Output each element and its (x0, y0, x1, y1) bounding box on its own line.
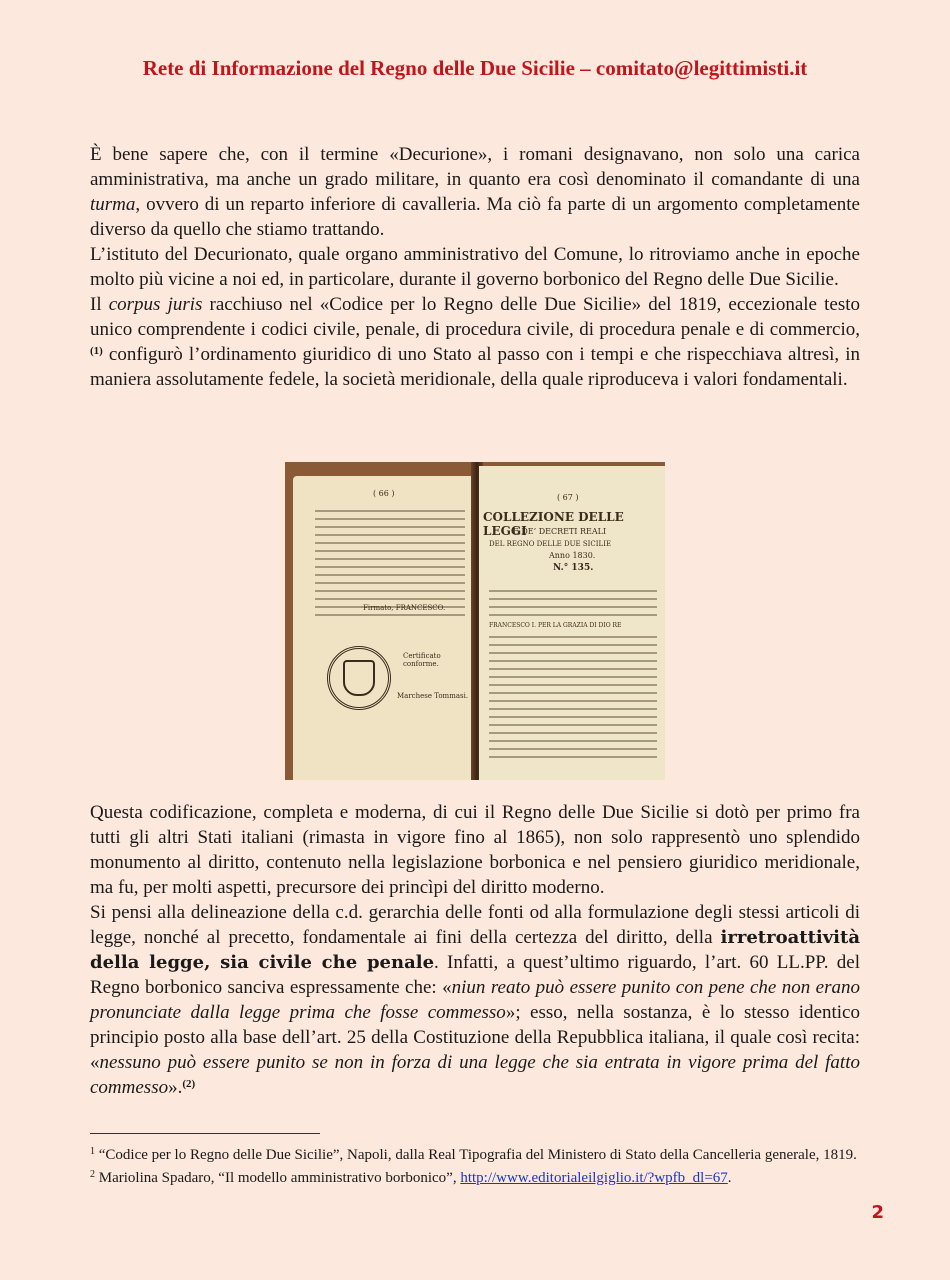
right-page-text-lines-2 (489, 630, 657, 764)
left-page-signer: Marchese Tommasi. (397, 692, 469, 700)
book-scan-image (285, 462, 665, 780)
right-number: N.° 135. (553, 563, 594, 573)
body-text-bottom (90, 800, 860, 1100)
footnote-1: $^1$ “Codice per lo Regno delle Due Sicilie”, Napoli, dalla Real Tipografia del Ministero di Stato della Cancelleria generale, 1819. (90, 1146, 857, 1163)
footnote-link[interactable]: http://www.editorialeilgiglio.it/?wpfb_dl=67 (460, 1170, 728, 1186)
footnote-ref-1: (1) (90, 345, 103, 357)
right-heading-1: COLLEZIONE DELLE LEGGI (483, 510, 624, 538)
paragraph-3: Il corpus juris racchiuso nel «Codice per lo Regno delle Due Sicilie» del 1819, eccezionale testo unico comprendente i codici civile, penale, di procedura civile, di procedura penale e di commercio,$^{(1)}$ configurò l’ordinamento giuridico di uno Stato al passo con i tempi e che rispecchiava altresì, in maniera assolutamente fedele, la società meridionale, della quale riproduceva i valori fondamentali. (90, 294, 860, 390)
page-header: Rete di Informazione del Regno delle Due Sicilie – comitato@legittimisti.it (142, 56, 808, 80)
paragraph-1: È bene sapere che, con il termine «Decurione», i romani designavano, non solo una carica amministrativa, ma anche un grado militare, in quanto era così denominato il comandante di una turma, ovvero di un reparto inferiore di cavalleria. Ma ciò fa parte di un argomento completamente diverso da quello che stiamo trattando. (90, 144, 860, 240)
bold-irretroattivita: irretroattività della legge, sia civile che penale (90, 927, 860, 973)
left-page-signature: Firmato, FRANCESCO. (363, 604, 446, 612)
right-year: Anno 1830. (549, 551, 596, 560)
right-king-line: FRANCESCO I. PER LA GRAZIA DI DIO RE (489, 622, 622, 629)
paragraph-5: Si pensi alla delineazione della c.d. gerarchia delle fonti od alla formulazione degli stessi articoli di legge, nonché al precetto, fondamentale ai fini della certezza del diritto, della irretroattività della legge, sia civile che penale. Infatti, a quest’ultimo riguardo, l’art. 60 LL.PP. del Regno borbonico sanciva espressamente che: «niun reato può essere punito con pene che non erano pronunciate dalla legge prima che fosse commesso»; esso, nella sostanza, è lo stesso identico principio posto alla base dell’art. 25 della Costituzione della Repubblica italiana, il quale così recita: «nessuno può essere punito se non in forza di una legge che sia entrata in vigore prima del fatto commesso».$^{(2)}$ (90, 902, 860, 1098)
footnotes (90, 1142, 860, 1188)
page-number: 2 (871, 1202, 884, 1223)
royal-seal-stamp (327, 646, 391, 710)
footnote-2: $^2$ Mariolina Spadaro, “Il modello amministrativo borbonico”, http://www.editorialeilgiglio.it/?wpfb_dl=67. (90, 1169, 732, 1186)
book-left-page (293, 476, 473, 780)
left-page-certified: Certificato conforme. (403, 652, 441, 668)
paragraph-2: L’istituto del Decurionato, quale organo amministrativo del Comune, lo ritroviamo anche in epoche molto più vicine a noi ed, in particolare, durante il governo borbonico del Regno delle Due Sicilie. (90, 244, 860, 290)
paragraph-4: Questa codificazione, completa e moderna, di cui il Regno delle Due Sicilie si dotò per primo fra tutti gli altri Stati italiani (rimasta in vigore fino al 1865), non solo rappresentò uno splendido monumento al diritto, contenuto nella legislazione borbonica e nel pensiero giuridico meridionale, ma fu, per molti aspetti, precursore dei princìpi del diritto moderno. (90, 802, 860, 898)
book-right-page (479, 466, 665, 780)
footnote-ref-2: (2) (182, 1078, 196, 1090)
right-heading-2: E DE’ DECRETI REALI (513, 527, 607, 536)
right-heading-3: DEL REGNO DELLE DUE SICILIE (489, 540, 612, 548)
footnote-separator (90, 1133, 320, 1134)
right-page-text-lines (489, 584, 657, 622)
left-page-number: ( 66 ) (373, 489, 395, 498)
right-page-number: ( 67 ) (557, 493, 579, 502)
body-text-top (90, 142, 860, 392)
